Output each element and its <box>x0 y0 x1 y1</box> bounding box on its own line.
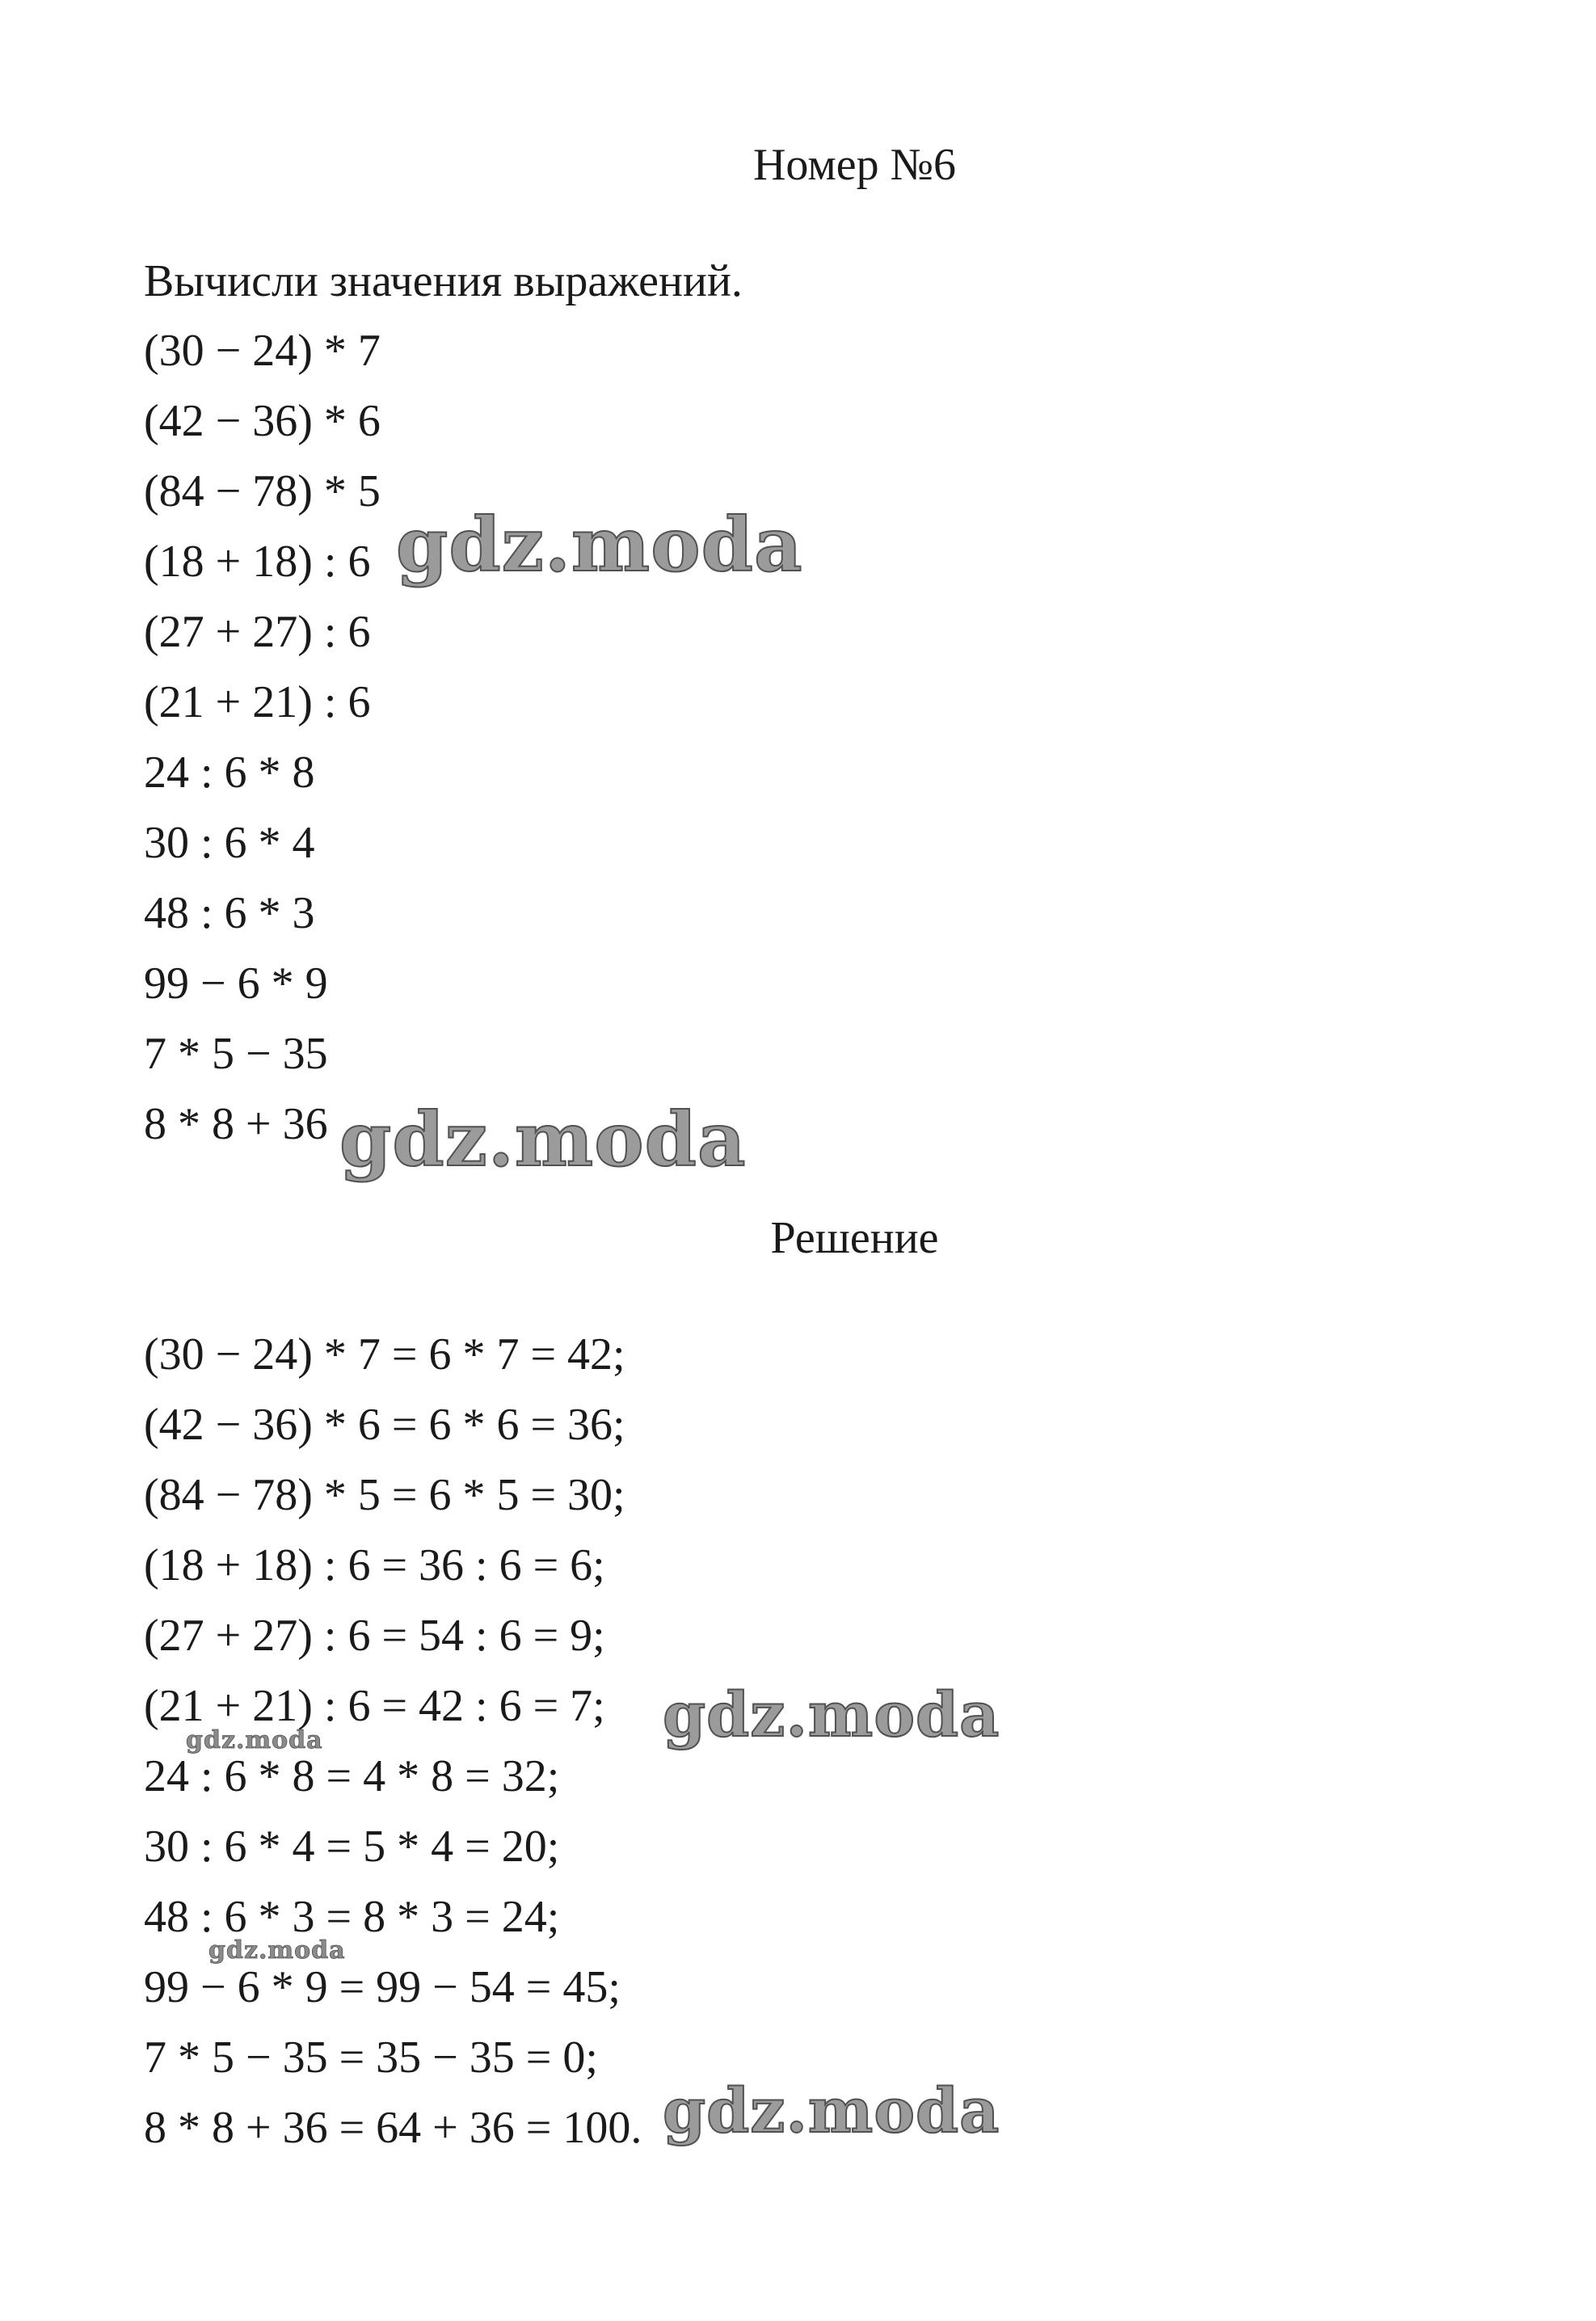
expression-item: (18 + 18) : 6 <box>144 537 371 587</box>
expression-item: 7 * 5 − 35 <box>144 1029 328 1079</box>
solution-item: 30 : 6 * 4 = 5 * 4 = 20; <box>144 1822 560 1872</box>
solution-title: Решение <box>770 1213 939 1263</box>
task-text: Вычисли значения выражений. <box>144 256 743 306</box>
solution-item: (84 − 78) * 5 = 6 * 5 = 30; <box>144 1470 625 1520</box>
expression-item: 8 * 8 + 36 <box>144 1099 328 1149</box>
solution-item: (27 + 27) : 6 = 54 : 6 = 9; <box>144 1611 605 1661</box>
expression-item: (27 + 27) : 6 <box>144 607 371 657</box>
solution-item: 7 * 5 − 35 = 35 − 35 = 0; <box>144 2032 598 2083</box>
watermark: gdz.moda <box>186 1726 323 1754</box>
solution-item: (30 − 24) * 7 = 6 * 7 = 42; <box>144 1329 625 1380</box>
watermark: gdz.moda <box>339 1096 747 1183</box>
expression-item: 30 : 6 * 4 <box>144 818 315 868</box>
expression-item: 99 − 6 * 9 <box>144 958 328 1009</box>
expression-item: 48 : 6 * 3 <box>144 888 315 938</box>
watermark: gdz.moda <box>663 2075 1000 2146</box>
page-title: Номер №6 <box>752 140 957 190</box>
solution-item: (21 + 21) : 6 = 42 : 6 = 7; <box>144 1681 605 1731</box>
expression-item: (30 − 24) * 7 <box>144 326 381 376</box>
expression-item: (42 − 36) * 6 <box>144 396 381 446</box>
solution-item: (42 − 36) * 6 = 6 * 6 = 36; <box>144 1400 625 1450</box>
solution-item: 48 : 6 * 3 = 8 * 3 = 24; <box>144 1892 560 1942</box>
watermark: gdz.moda <box>663 1679 1000 1750</box>
expression-item: 24 : 6 * 8 <box>144 748 315 798</box>
watermark: gdz.moda <box>396 501 803 588</box>
solution-item: (18 + 18) : 6 = 36 : 6 = 6; <box>144 1540 605 1590</box>
solution-item: 99 − 6 * 9 = 99 − 54 = 45; <box>144 1962 621 2012</box>
watermark: gdz.moda <box>208 1936 346 1965</box>
expression-item: (21 + 21) : 6 <box>144 677 371 727</box>
solution-item: 8 * 8 + 36 = 64 + 36 = 100. <box>144 2103 642 2153</box>
expression-item: (84 − 78) * 5 <box>144 466 381 516</box>
solution-item: 24 : 6 * 8 = 4 * 8 = 32; <box>144 1751 560 1801</box>
